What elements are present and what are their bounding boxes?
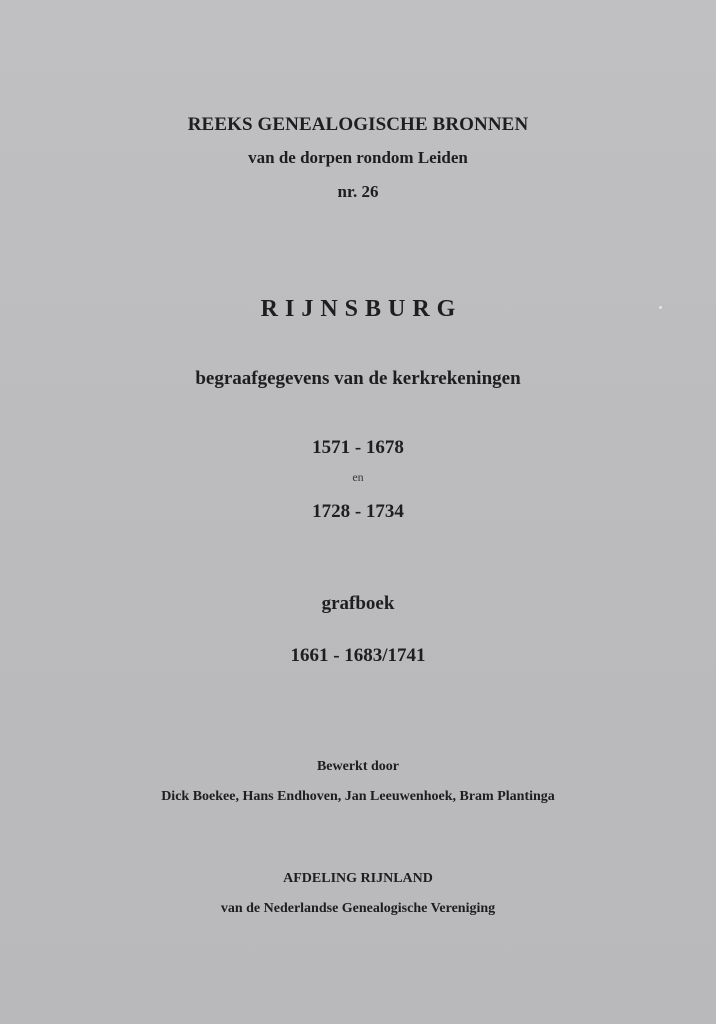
main-title: RIJNSBURG [260,296,463,322]
publisher-name: AFDELING RIJNLAND [283,871,433,886]
date-range-3: 1661 - 1683/1741 [290,645,426,666]
series-subtitle: van de dorpen rondom Leiden [248,148,468,167]
paper-speck [659,306,662,309]
publisher-subtitle: van de Nederlandse Genealogische Vereniging [220,901,496,916]
connector-word: en [352,470,364,484]
main-subtitle: begraafgegevens van de kerkrekeningen [195,368,521,389]
date-range-1: 1571 - 1678 [312,437,404,458]
section-title: grafboek [321,593,395,614]
series-number: nr. 26 [337,182,379,201]
date-range-2: 1728 - 1734 [312,501,404,522]
edited-by-label: Bewerkt door [316,759,400,774]
editors-list: Dick Boekee, Hans Endhoven, Jan Leeuwenhoek, Bram Plantinga [161,789,555,804]
series-title: REEKS GENEALOGISCHE BRONNEN [187,114,529,135]
